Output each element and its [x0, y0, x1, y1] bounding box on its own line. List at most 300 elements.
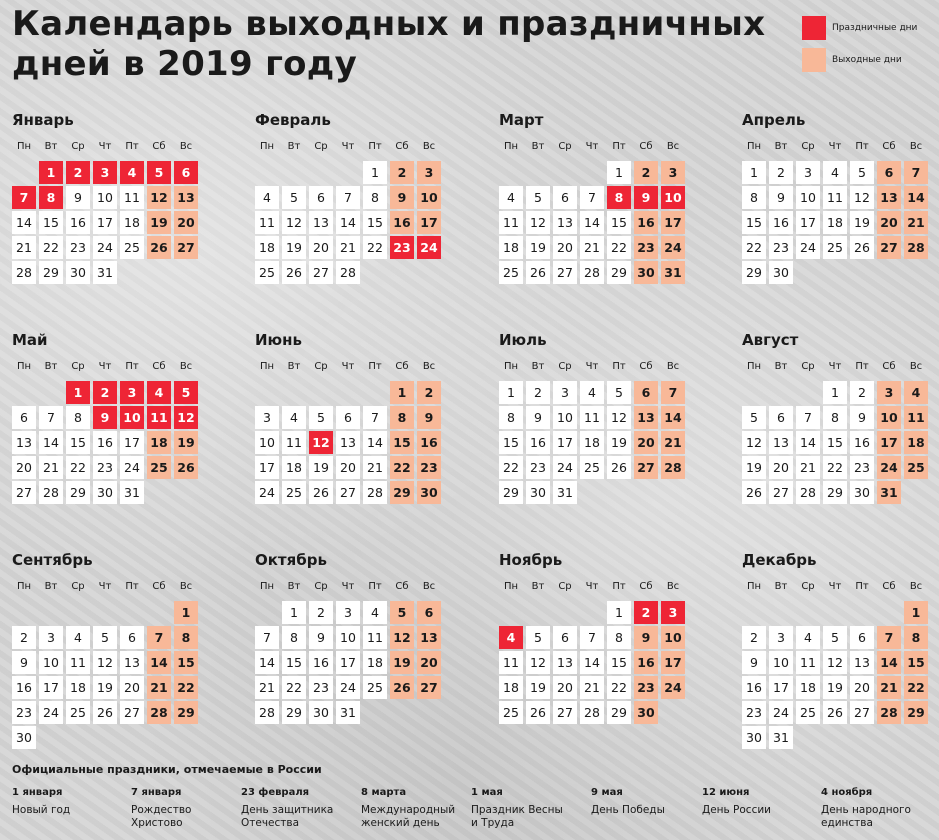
weekday-label: Пн — [503, 141, 519, 152]
day-cell: 19 — [607, 431, 631, 454]
weekday-label: Ср — [558, 581, 572, 592]
day-cell: 8 — [607, 626, 631, 649]
legend-weekend-label: Выходные дни — [832, 55, 902, 65]
day-cell: 3 — [877, 381, 901, 404]
month-name: Январь — [12, 111, 74, 129]
weekday-label: Пн — [503, 361, 519, 372]
day-cell: 14 — [363, 431, 387, 454]
day-cell: 27 — [877, 236, 901, 259]
day-cell: 1 — [39, 161, 63, 184]
day-cell: 18 — [796, 676, 820, 699]
day-cell: 16 — [390, 211, 414, 234]
day-cell: 18 — [120, 211, 144, 234]
day-cell: 4 — [282, 406, 306, 429]
day-cell: 7 — [661, 381, 685, 404]
day-cell: 8 — [66, 406, 90, 429]
day-cell: 28 — [147, 701, 171, 724]
day-cell: 21 — [877, 676, 901, 699]
weekday-label: Сб — [639, 581, 653, 592]
day-cell: 23 — [526, 456, 550, 479]
day-cell: 20 — [309, 236, 333, 259]
day-cell: 24 — [417, 236, 441, 259]
day-cell: 25 — [904, 456, 928, 479]
day-cell: 26 — [526, 701, 550, 724]
day-cell: 17 — [877, 431, 901, 454]
day-cell: 15 — [607, 211, 631, 234]
day-cell: 4 — [499, 186, 523, 209]
day-cell: 20 — [634, 431, 658, 454]
weekday-label: Пн — [503, 581, 519, 592]
day-cell: 7 — [580, 186, 604, 209]
day-cell: 22 — [174, 676, 198, 699]
day-cell: 27 — [174, 236, 198, 259]
day-cell: 20 — [120, 676, 144, 699]
day-cell: 30 — [634, 261, 658, 284]
day-cell: 14 — [147, 651, 171, 674]
day-cell: 3 — [796, 161, 820, 184]
day-cell: 23 — [417, 456, 441, 479]
day-cell: 9 — [850, 406, 874, 429]
day-cell: 8 — [904, 626, 928, 649]
holiday-item — [12, 786, 122, 817]
holiday-name: День народного единства — [821, 804, 911, 829]
weekday-label: Ср — [558, 141, 572, 152]
weekday-label: Чт — [828, 581, 842, 592]
day-cell: 16 — [634, 651, 658, 674]
day-cell: 29 — [174, 701, 198, 724]
month-name: Октябрь — [255, 551, 327, 569]
day-cell: 6 — [417, 601, 441, 624]
day-cell: 21 — [580, 676, 604, 699]
weekday-label: Вс — [179, 581, 193, 592]
day-cell: 30 — [850, 481, 874, 504]
day-cell: 11 — [904, 406, 928, 429]
day-cell: 26 — [282, 261, 306, 284]
day-cell: 2 — [66, 161, 90, 184]
day-cell: 26 — [309, 481, 333, 504]
holiday-name: Международный женский день — [361, 804, 456, 829]
day-cell: 23 — [850, 456, 874, 479]
day-cell: 4 — [499, 626, 523, 649]
day-cell: 10 — [661, 186, 685, 209]
day-cell: 13 — [850, 651, 874, 674]
day-cell: 30 — [93, 481, 117, 504]
day-cell: 1 — [174, 601, 198, 624]
day-cell: 29 — [607, 701, 631, 724]
day-cell: 31 — [553, 481, 577, 504]
day-cell: 28 — [255, 701, 279, 724]
weekday-label: Ср — [801, 581, 815, 592]
day-cell: 24 — [769, 701, 793, 724]
weekday-label: Вт — [774, 361, 788, 372]
day-cell: 22 — [66, 456, 90, 479]
holiday-name: День России — [702, 804, 772, 816]
day-cell: 30 — [769, 261, 793, 284]
day-cell: 11 — [580, 406, 604, 429]
weekday-label: Ср — [71, 141, 85, 152]
day-cell: 16 — [526, 431, 550, 454]
day-cell: 25 — [499, 261, 523, 284]
day-cell: 28 — [336, 261, 360, 284]
day-cell: 30 — [309, 701, 333, 724]
weekday-label: Пт — [125, 141, 139, 152]
day-cell: 16 — [769, 211, 793, 234]
day-cell: 25 — [282, 481, 306, 504]
day-cell: 23 — [634, 236, 658, 259]
legend-holiday — [802, 14, 917, 42]
day-cell: 30 — [634, 701, 658, 724]
legend-holiday-label: Праздничные дни — [832, 23, 918, 33]
weekday-label: Пн — [746, 361, 762, 372]
weekday-label: Пт — [612, 361, 626, 372]
day-cell: 29 — [499, 481, 523, 504]
month-name: Май — [12, 331, 48, 349]
day-cell: 22 — [742, 236, 766, 259]
day-cell: 25 — [823, 236, 847, 259]
page-title — [12, 4, 772, 84]
day-cell: 30 — [742, 726, 766, 749]
holiday-name: Новый год — [12, 804, 71, 816]
day-cell: 26 — [390, 676, 414, 699]
weekday-label: Вс — [666, 361, 680, 372]
day-cell: 1 — [823, 381, 847, 404]
day-cell: 29 — [742, 261, 766, 284]
day-cell: 8 — [363, 186, 387, 209]
day-cell: 16 — [66, 211, 90, 234]
weekday-label: Сб — [395, 581, 409, 592]
legend-weekend — [802, 46, 917, 74]
day-cell: 5 — [823, 626, 847, 649]
day-cell: 11 — [147, 406, 171, 429]
day-cell: 24 — [661, 676, 685, 699]
weekday-label: Пт — [855, 361, 869, 372]
day-cell: 18 — [499, 676, 523, 699]
day-cell: 5 — [850, 161, 874, 184]
day-cell: 11 — [282, 431, 306, 454]
weekday-label: Вт — [287, 361, 301, 372]
day-cell: 31 — [661, 261, 685, 284]
day-cell: 16 — [417, 431, 441, 454]
day-cell: 26 — [742, 481, 766, 504]
day-cell: 16 — [309, 651, 333, 674]
day-cell: 26 — [174, 456, 198, 479]
day-cell: 19 — [742, 456, 766, 479]
day-cell: 24 — [120, 456, 144, 479]
weekday-label: Чт — [341, 581, 355, 592]
day-cell: 6 — [336, 406, 360, 429]
day-cell: 12 — [93, 651, 117, 674]
day-cell: 2 — [634, 601, 658, 624]
weekday-label: Вт — [774, 581, 788, 592]
weekday-label: Ср — [558, 361, 572, 372]
day-cell: 19 — [526, 236, 550, 259]
day-cell: 2 — [769, 161, 793, 184]
weekday-label: Сб — [882, 141, 896, 152]
day-cell: 14 — [877, 651, 901, 674]
day-cell: 21 — [796, 456, 820, 479]
day-cell: 21 — [39, 456, 63, 479]
day-cell: 3 — [120, 381, 144, 404]
day-cell: 21 — [904, 211, 928, 234]
day-cell: 4 — [255, 186, 279, 209]
day-cell: 21 — [363, 456, 387, 479]
weekday-label: Ср — [314, 361, 328, 372]
day-cell: 20 — [336, 456, 360, 479]
day-cell: 10 — [877, 406, 901, 429]
day-cell: 15 — [823, 431, 847, 454]
weekday-label: Пт — [612, 581, 626, 592]
day-cell: 10 — [336, 626, 360, 649]
day-cell: 25 — [580, 456, 604, 479]
weekday-label: Вт — [531, 141, 545, 152]
day-cell: 17 — [417, 211, 441, 234]
day-cell: 6 — [553, 186, 577, 209]
day-cell: 18 — [255, 236, 279, 259]
day-cell: 31 — [877, 481, 901, 504]
day-cell: 4 — [904, 381, 928, 404]
day-cell: 24 — [877, 456, 901, 479]
day-cell: 12 — [607, 406, 631, 429]
day-cell: 6 — [769, 406, 793, 429]
day-cell: 12 — [850, 186, 874, 209]
weekday-label: Чт — [828, 361, 842, 372]
weekday-label: Пт — [125, 361, 139, 372]
day-cell: 28 — [877, 701, 901, 724]
day-cell: 14 — [12, 211, 36, 234]
day-cell: 6 — [309, 186, 333, 209]
day-cell: 22 — [607, 236, 631, 259]
day-cell: 10 — [796, 186, 820, 209]
month-name: Сентябрь — [12, 551, 93, 569]
day-cell: 2 — [634, 161, 658, 184]
holiday-item — [361, 786, 471, 830]
day-cell: 27 — [12, 481, 36, 504]
day-cell: 13 — [417, 626, 441, 649]
day-cell: 14 — [580, 211, 604, 234]
weekday-label: Чт — [585, 141, 599, 152]
day-cell: 8 — [823, 406, 847, 429]
holiday-date: 4 ноября — [821, 787, 873, 798]
day-cell: 11 — [823, 186, 847, 209]
day-cell: 8 — [499, 406, 523, 429]
day-cell: 2 — [93, 381, 117, 404]
day-cell: 19 — [823, 676, 847, 699]
day-cell: 23 — [742, 701, 766, 724]
day-cell: 6 — [877, 161, 901, 184]
weekday-label: Вс — [909, 141, 923, 152]
weekday-label: Чт — [341, 141, 355, 152]
day-cell: 7 — [336, 186, 360, 209]
day-cell: 11 — [796, 651, 820, 674]
day-cell: 30 — [66, 261, 90, 284]
weekday-label: Вт — [44, 141, 58, 152]
day-cell: 28 — [904, 236, 928, 259]
legend — [802, 14, 917, 78]
day-cell: 24 — [553, 456, 577, 479]
day-cell: 19 — [526, 676, 550, 699]
weekday-label: Вт — [531, 361, 545, 372]
day-cell: 7 — [39, 406, 63, 429]
day-cell: 6 — [174, 161, 198, 184]
day-cell: 3 — [661, 601, 685, 624]
day-cell: 24 — [39, 701, 63, 724]
day-cell: 8 — [282, 626, 306, 649]
weekday-label: Сб — [639, 361, 653, 372]
day-cell: 27 — [553, 261, 577, 284]
day-cell: 4 — [66, 626, 90, 649]
day-cell: 20 — [417, 651, 441, 674]
day-cell: 22 — [499, 456, 523, 479]
weekday-label: Сб — [395, 141, 409, 152]
day-cell: 9 — [634, 186, 658, 209]
day-cell: 19 — [174, 431, 198, 454]
day-cell: 3 — [661, 161, 685, 184]
day-cell: 15 — [363, 211, 387, 234]
day-cell: 25 — [796, 701, 820, 724]
weekday-label: Сб — [882, 361, 896, 372]
weekday-label: Ср — [71, 581, 85, 592]
day-cell: 21 — [336, 236, 360, 259]
day-cell: 27 — [417, 676, 441, 699]
day-cell: 23 — [634, 676, 658, 699]
day-cell: 10 — [120, 406, 144, 429]
day-cell: 27 — [634, 456, 658, 479]
day-cell: 3 — [417, 161, 441, 184]
holiday-item — [702, 786, 812, 817]
month-name: Июль — [499, 331, 547, 349]
day-cell: 23 — [93, 456, 117, 479]
weekday-label: Вс — [422, 581, 436, 592]
day-cell: 10 — [39, 651, 63, 674]
day-cell: 16 — [634, 211, 658, 234]
day-cell: 26 — [93, 701, 117, 724]
day-cell: 25 — [363, 676, 387, 699]
day-cell: 8 — [39, 186, 63, 209]
weekday-label: Пт — [125, 581, 139, 592]
day-cell: 18 — [499, 236, 523, 259]
day-cell: 31 — [769, 726, 793, 749]
day-cell: 27 — [309, 261, 333, 284]
weekday-label: Пн — [259, 581, 275, 592]
day-cell: 10 — [769, 651, 793, 674]
day-cell: 28 — [39, 481, 63, 504]
day-cell: 21 — [661, 431, 685, 454]
day-cell: 17 — [39, 676, 63, 699]
day-cell: 15 — [904, 651, 928, 674]
weekday-label: Вс — [909, 581, 923, 592]
title-line-2: дней в 2019 году — [12, 44, 358, 84]
day-cell: 16 — [850, 431, 874, 454]
holiday-item — [131, 786, 241, 830]
day-cell: 22 — [39, 236, 63, 259]
day-cell: 13 — [553, 651, 577, 674]
holiday-item — [241, 786, 351, 830]
day-cell: 25 — [120, 236, 144, 259]
day-cell: 5 — [93, 626, 117, 649]
day-cell: 9 — [390, 186, 414, 209]
day-cell: 20 — [769, 456, 793, 479]
day-cell: 17 — [336, 651, 360, 674]
day-cell: 27 — [336, 481, 360, 504]
day-cell: 2 — [309, 601, 333, 624]
day-cell: 6 — [12, 406, 36, 429]
day-cell: 7 — [147, 626, 171, 649]
day-cell: 29 — [66, 481, 90, 504]
day-cell: 27 — [553, 701, 577, 724]
day-cell: 10 — [417, 186, 441, 209]
day-cell: 7 — [796, 406, 820, 429]
weekday-label: Вт — [531, 581, 545, 592]
weekday-label: Вс — [422, 361, 436, 372]
day-cell: 26 — [823, 701, 847, 724]
day-cell: 18 — [282, 456, 306, 479]
day-cell: 24 — [796, 236, 820, 259]
weekday-label: Вс — [422, 141, 436, 152]
holiday-date: 12 июня — [702, 787, 750, 798]
day-cell: 3 — [336, 601, 360, 624]
day-cell: 10 — [553, 406, 577, 429]
holiday-name: Праздник Весны и Труда — [471, 804, 563, 829]
day-cell: 6 — [634, 381, 658, 404]
day-cell: 9 — [309, 626, 333, 649]
day-cell: 4 — [120, 161, 144, 184]
day-cell: 26 — [526, 261, 550, 284]
day-cell: 20 — [553, 676, 577, 699]
weekday-label: Пн — [746, 141, 762, 152]
day-cell: 30 — [526, 481, 550, 504]
day-cell: 29 — [39, 261, 63, 284]
day-cell: 29 — [904, 701, 928, 724]
day-cell: 12 — [742, 431, 766, 454]
day-cell: 26 — [850, 236, 874, 259]
day-cell: 18 — [66, 676, 90, 699]
day-cell: 18 — [823, 211, 847, 234]
day-cell: 25 — [499, 701, 523, 724]
day-cell: 9 — [93, 406, 117, 429]
day-cell: 28 — [661, 456, 685, 479]
weekday-label: Вт — [774, 141, 788, 152]
day-cell: 2 — [12, 626, 36, 649]
day-cell: 15 — [742, 211, 766, 234]
day-cell: 11 — [499, 651, 523, 674]
day-cell: 6 — [553, 626, 577, 649]
weekday-label: Вс — [179, 141, 193, 152]
weekday-label: Чт — [98, 581, 112, 592]
title-line-1: Календарь выходных и праздничных — [12, 4, 766, 44]
day-cell: 25 — [66, 701, 90, 724]
month-name: Ноябрь — [499, 551, 563, 569]
day-cell: 9 — [742, 651, 766, 674]
weekday-label: Ср — [314, 581, 328, 592]
day-cell: 16 — [12, 676, 36, 699]
day-cell: 17 — [120, 431, 144, 454]
weekday-label: Пт — [368, 141, 382, 152]
day-cell: 15 — [39, 211, 63, 234]
day-cell: 2 — [526, 381, 550, 404]
day-cell: 13 — [769, 431, 793, 454]
day-cell: 13 — [174, 186, 198, 209]
day-cell: 11 — [499, 211, 523, 234]
day-cell: 19 — [309, 456, 333, 479]
day-cell: 27 — [769, 481, 793, 504]
day-cell: 1 — [607, 161, 631, 184]
day-cell: 3 — [39, 626, 63, 649]
day-cell: 22 — [363, 236, 387, 259]
day-cell: 23 — [769, 236, 793, 259]
month-name: Март — [499, 111, 544, 129]
day-cell: 9 — [66, 186, 90, 209]
day-cell: 29 — [607, 261, 631, 284]
